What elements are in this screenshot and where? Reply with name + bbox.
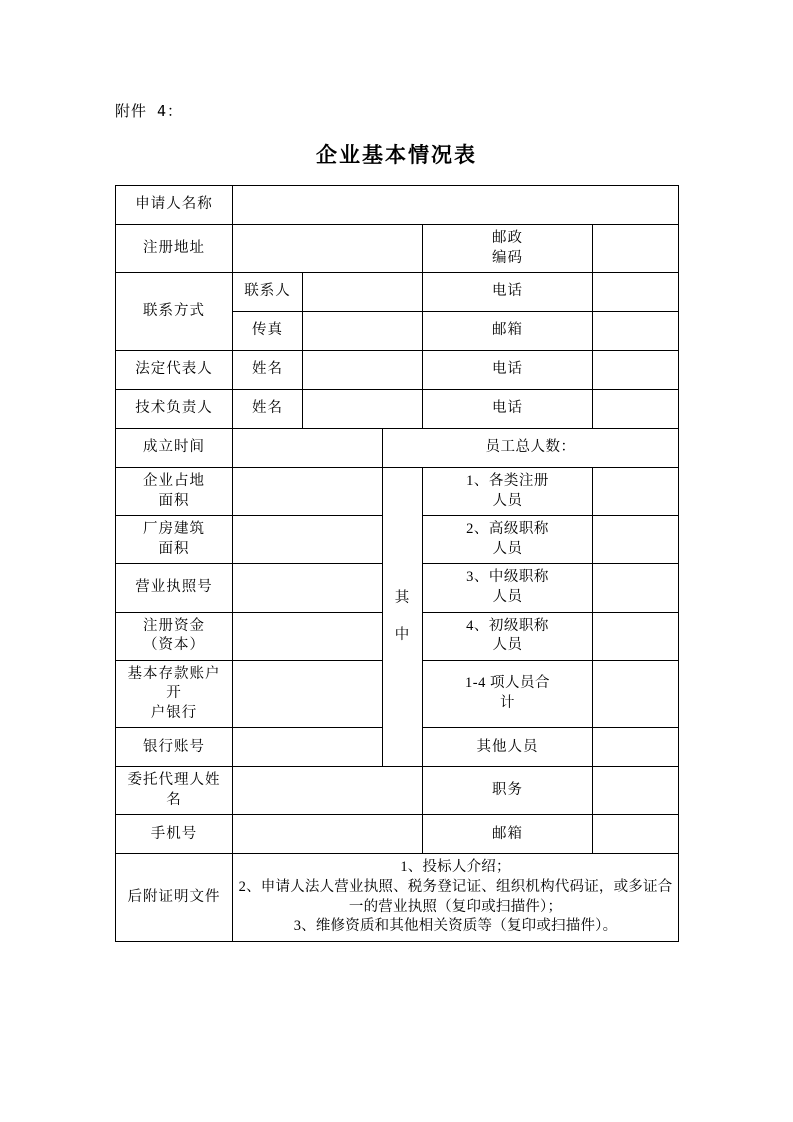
postcode-label-line2: 编码 [492, 249, 523, 266]
basic-bank-value[interactable] [233, 660, 383, 728]
business-license-no-label: 营业执照号 [116, 564, 233, 612]
business-license-no-value[interactable] [233, 564, 383, 612]
table-row [116, 186, 679, 225]
basic-bank-label-line2: 户银行 [150, 704, 198, 721]
agent-name-value[interactable] [233, 767, 423, 815]
legal-representative-phone-label: 电话 [423, 351, 593, 390]
agent-email-value[interactable] [593, 815, 679, 854]
bank-account-no-label: 银行账号 [116, 728, 233, 767]
staff-category-label: 其他人员 [423, 728, 593, 767]
fax-label: 传真 [233, 312, 303, 351]
email-label: 邮箱 [423, 312, 593, 351]
technical-lead-name-value[interactable] [303, 390, 423, 429]
technical-lead-phone-value[interactable] [593, 390, 679, 429]
basic-bank-label [116, 660, 233, 728]
bank-account-no-value[interactable] [233, 728, 383, 767]
attached-docs-item: 2、申请人法人营业执照、税务登记证、组织机构代码证，或多证合一的营业执照（复印或扫描件）； [238, 879, 673, 915]
table-row [116, 390, 679, 429]
staff-category-label: 2、高级职称 人员 [423, 516, 593, 564]
table-row [116, 429, 679, 468]
plant-area-label-line1: 厂房建筑 [143, 521, 205, 538]
registered-address-label: 注册地址 [116, 225, 233, 273]
agent-name-label: 委托代理人姓名 [116, 767, 233, 815]
contact-person-label: 联系人 [233, 273, 303, 312]
staff-category-value[interactable] [593, 660, 679, 728]
postcode-value[interactable] [593, 225, 679, 273]
enterprise-basic-info-table [115, 185, 679, 942]
plant-area-value[interactable] [233, 516, 383, 564]
table-row [116, 273, 679, 312]
legal-representative-name-label: 姓名 [233, 351, 303, 390]
table-row [116, 225, 679, 273]
contact-phone-value[interactable] [593, 273, 679, 312]
technical-lead-label: 技术负责人 [116, 390, 233, 429]
staff-category-value[interactable] [593, 612, 679, 660]
founding-time-label: 成立时间 [116, 429, 233, 468]
table-row [116, 854, 679, 941]
postcode-label [423, 225, 593, 273]
attached-docs-list [233, 854, 679, 941]
staff-total-label[interactable]: 员工总人数： [383, 429, 679, 468]
applicant-name-label: 申请人名称 [116, 186, 233, 225]
legal-representative-name-value[interactable] [303, 351, 423, 390]
attached-docs-label: 后附证明文件 [116, 854, 233, 941]
fax-value[interactable] [303, 312, 423, 351]
registered-address-value[interactable] [233, 225, 423, 273]
agent-position-value[interactable] [593, 767, 679, 815]
page-title: 企业基本情况表 [316, 144, 477, 167]
staff-category-label: 1、各类注册 人员 [423, 468, 593, 516]
plant-area-label [116, 516, 233, 564]
staff-category-value[interactable] [593, 516, 679, 564]
agent-email-label: 邮箱 [423, 815, 593, 854]
email-value[interactable] [593, 312, 679, 351]
attachment-label: 附件 4： [115, 102, 184, 120]
mobile-value[interactable] [233, 815, 423, 854]
table-row [116, 468, 679, 516]
staff-category-label: 4、初级职称 人员 [423, 612, 593, 660]
applicant-name-value[interactable] [233, 186, 679, 225]
among-which-char2: 中 [394, 627, 411, 644]
registered-capital-label [116, 612, 233, 660]
agent-position-label: 职务 [423, 767, 593, 815]
postcode-label-line1: 邮政 [492, 230, 523, 246]
land-area-label [116, 468, 233, 516]
table-row [116, 351, 679, 390]
staff-category-value[interactable] [593, 468, 679, 516]
table-row [116, 767, 679, 815]
attached-docs-item: 1、投标人介绍； [400, 859, 511, 876]
table-row [116, 815, 679, 854]
staff-category-label: 1-4 项人员合 计 [423, 660, 593, 728]
plant-area-label-line2: 面积 [158, 540, 190, 557]
technical-lead-name-label: 姓名 [233, 390, 303, 429]
registered-capital-value[interactable] [233, 612, 383, 660]
legal-representative-label: 法定代表人 [116, 351, 233, 390]
registered-capital-label-line2: （资本） [143, 637, 205, 654]
contact-phone-label: 电话 [423, 273, 593, 312]
land-area-label-line1: 企业占地 [143, 473, 205, 490]
registered-capital-label-line1: 注册资金 [143, 617, 205, 634]
contact-person-value[interactable] [303, 273, 423, 312]
among-which-char1: 其 [394, 589, 411, 606]
founding-time-value[interactable] [233, 429, 383, 468]
staff-category-label: 3、中级职称 人员 [423, 564, 593, 612]
staff-category-value[interactable] [593, 728, 679, 767]
attached-docs-item: 3、维修资质和其他相关资质等（复印或扫描件）。 [293, 918, 618, 935]
land-area-value[interactable] [233, 468, 383, 516]
basic-bank-label-line1: 基本存款账户开 [127, 665, 221, 702]
technical-lead-phone-label: 电话 [423, 390, 593, 429]
legal-representative-phone-value[interactable] [593, 351, 679, 390]
staff-category-value[interactable] [593, 564, 679, 612]
land-area-label-line2: 面积 [158, 492, 190, 509]
contact-label: 联系方式 [116, 273, 233, 351]
among-which-label [383, 468, 423, 767]
mobile-label: 手机号 [116, 815, 233, 854]
